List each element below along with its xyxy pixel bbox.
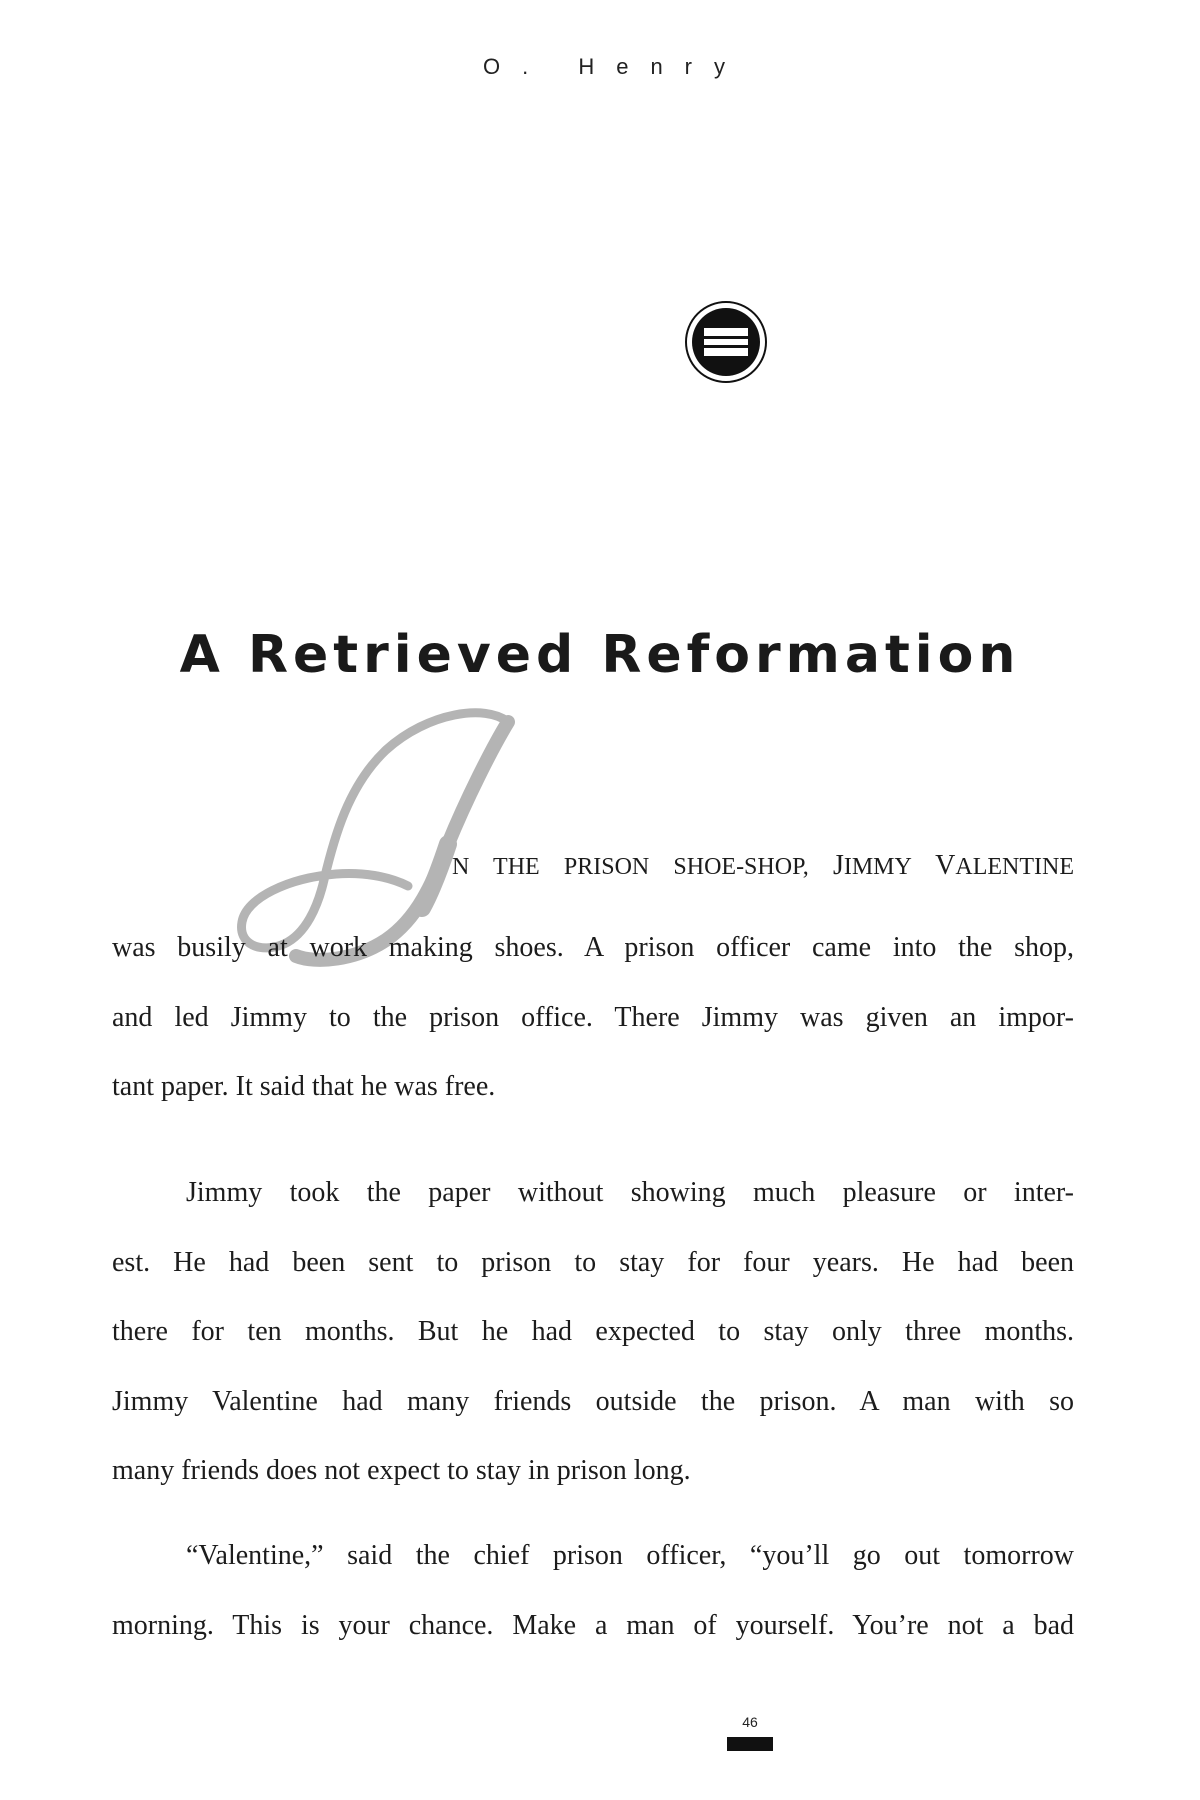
text-line: many friends does not expect to stay in prison long. bbox=[112, 1455, 691, 1486]
paragraph-2 bbox=[112, 1158, 1074, 1506]
paragraph-1 bbox=[112, 913, 1074, 1122]
page-number: 46 bbox=[742, 1714, 758, 1730]
text-line: Jimmy Valentine had many friends outside the prison. A man with so bbox=[112, 1385, 1074, 1417]
text-line: there for ten months. But he had expected to stay only three months. bbox=[112, 1316, 1074, 1347]
text-line: morning. This is your chance. Make a man of yourself. You’re not a bad bbox=[112, 1609, 1074, 1641]
opening-line: N THE PRISON SHOE-SHOP, JIMMY VALENTINE bbox=[452, 850, 1074, 881]
text-line: and led Jimmy to the prison office. There Jimmy was given an impor- bbox=[112, 1001, 1074, 1033]
text-line: was busily at work making shoes. A prison officer came into the shop, bbox=[112, 932, 1074, 963]
chapter-emblem-icon bbox=[684, 300, 768, 384]
text-line: Jimmy took the paper without showing much pleasure or inter- bbox=[186, 1177, 1074, 1208]
story-title: A Retrieved Reformation bbox=[179, 625, 1021, 685]
page-number-bar bbox=[727, 1737, 773, 1751]
text-line: est. He had been sent to prison to stay for four years. He had been bbox=[112, 1246, 1074, 1278]
text-line: tant paper. It said that he was free. bbox=[112, 1071, 496, 1102]
text-line: “Valentine,” said the chief prison officer, “you’ll go out tomorrow bbox=[186, 1540, 1074, 1571]
running-head-author: O. Henry bbox=[482, 54, 748, 79]
paragraph-3 bbox=[112, 1521, 1074, 1660]
